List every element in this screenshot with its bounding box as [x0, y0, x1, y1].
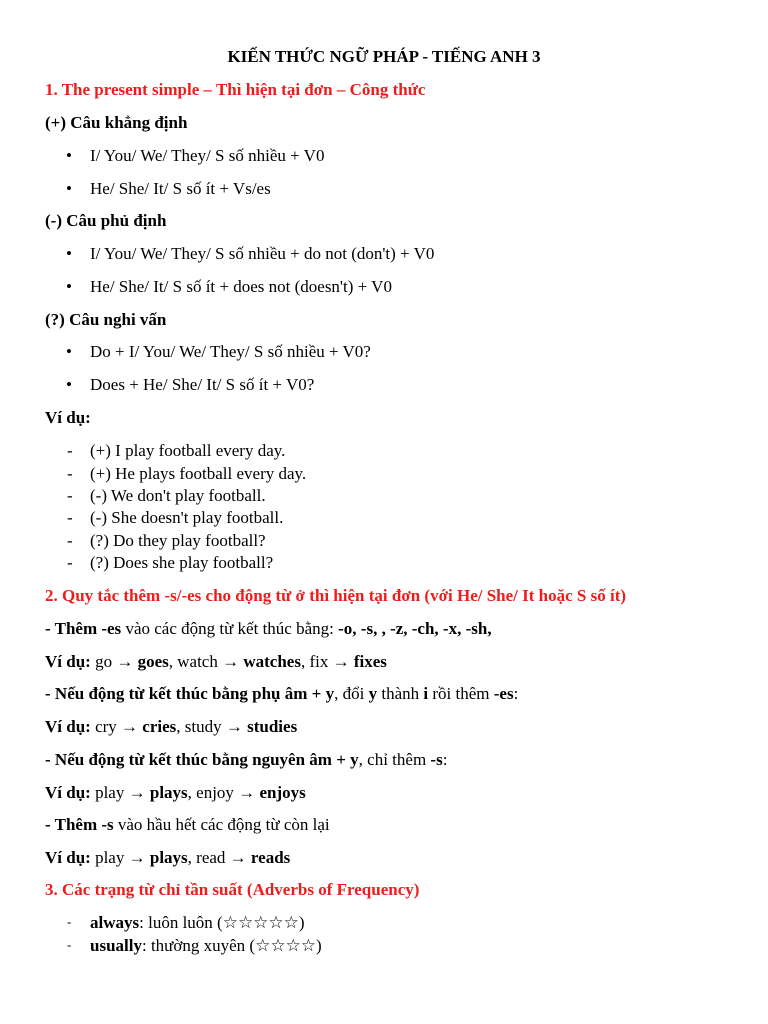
example-text: go → — [90, 652, 138, 671]
dash: - — [67, 464, 73, 483]
rule-2-text: rồi thêm — [428, 684, 494, 703]
negative-label: (-) Câu phủ định — [45, 211, 167, 230]
example-text: , fix → — [300, 652, 354, 671]
affirmative-item: I/ You/ We/ They/ S số nhiều + V0 — [90, 146, 325, 165]
example-text: , watch → — [168, 652, 244, 671]
example-item: (+) He plays football every day. — [90, 464, 307, 483]
example-label: Ví dụ: — [45, 717, 91, 736]
affirmative-item: He/ She/ It/ S số ít + Vs/es — [90, 179, 271, 198]
section-3-heading: 3. Các trạng từ chỉ tần suất (Adverbs of Frequency) — [45, 880, 420, 899]
example-text: cry → — [90, 717, 143, 736]
adverb-item — [90, 936, 322, 956]
affirmative-label: (+) Câu khẳng định — [45, 113, 188, 132]
section-1-heading: 1. The present simple – Thì hiện tại đơn – Công thức — [45, 80, 426, 99]
example-word: cries — [142, 717, 177, 736]
example-1 — [45, 652, 387, 672]
example-label: Ví dụ: — [45, 783, 91, 802]
bullet: • — [66, 342, 72, 361]
rule-2 — [45, 684, 518, 704]
example-word: goes — [137, 652, 169, 671]
dash: - — [67, 914, 72, 929]
example-word: watches — [243, 652, 301, 671]
question-item: Do + I/ You/ We/ They/ S số nhiều + V0? — [90, 342, 371, 361]
rule-4-bold: - Thêm -s — [45, 815, 114, 834]
rule-3-text: : — [442, 750, 448, 769]
example-text: , enjoy → — [187, 783, 260, 802]
rule-1-bold: - Thêm -es — [45, 619, 122, 638]
section-2-heading: 2. Quy tắc thêm -s/-es cho động từ ở thì hiện tại đơn (với He/ She/ It hoặc S số ít) — [45, 586, 627, 605]
rule-4-text: vào hầu hết các động từ còn lại — [113, 815, 330, 834]
rule-2-letter: i — [423, 684, 429, 703]
question-item: Does + He/ She/ It/ S số ít + V0? — [90, 375, 315, 394]
example-word: enjoys — [259, 783, 306, 802]
question-label: (?) Câu nghi vấn — [45, 310, 167, 329]
adverb-word: always — [90, 913, 140, 932]
example-4 — [45, 848, 290, 868]
rule-2-bold: - Nếu động từ kết thúc bằng phụ âm + y — [45, 684, 335, 703]
bullet: • — [66, 244, 72, 263]
bullet: • — [66, 277, 72, 296]
rule-2-text: , đổi — [334, 684, 369, 703]
bullet: • — [66, 179, 72, 198]
example-text: play → — [90, 783, 150, 802]
example-label: Ví dụ: — [45, 848, 91, 867]
dash: - — [67, 531, 73, 550]
example-label: Ví dụ: — [45, 652, 91, 671]
example-item: (-) She doesn't play football. — [90, 508, 284, 527]
rule-2-text: thành — [377, 684, 424, 703]
example-word: fixes — [353, 652, 387, 671]
rule-3 — [45, 750, 447, 770]
rule-3-suffix: -s — [430, 750, 443, 769]
page-title: KIẾN THỨC NGỮ PHÁP - TIẾNG ANH 3 — [227, 47, 541, 66]
example-item: (?) Do they play football? — [90, 531, 266, 550]
dash: - — [67, 553, 73, 572]
example-item: (+) I play football every day. — [90, 441, 286, 460]
example-word: plays — [149, 783, 188, 802]
negative-item: He/ She/ It/ S số ít + does not (doesn't) + V0 — [90, 277, 392, 296]
example-2 — [45, 717, 297, 737]
rule-3-text: , chỉ thêm — [358, 750, 431, 769]
adverb-word: usually — [90, 936, 142, 955]
dash: - — [67, 441, 73, 460]
example-text: , read → — [187, 848, 251, 867]
bullet: • — [66, 375, 72, 394]
dash: - — [67, 486, 73, 505]
dash: - — [67, 508, 73, 527]
rule-1-text: vào các động từ kết thúc bằng: — [121, 619, 339, 638]
example-word: studies — [247, 717, 298, 736]
bullet: • — [66, 146, 72, 165]
adverb-item — [90, 913, 305, 933]
example-word: reads — [250, 848, 291, 867]
rule-2-suffix: -es — [493, 684, 514, 703]
example-item: (-) We don't play football. — [90, 486, 266, 505]
rule-3-bold: - Nếu động từ kết thúc bằng nguyên âm + y — [45, 750, 359, 769]
example-3 — [45, 783, 306, 803]
dash: - — [67, 937, 72, 952]
rule-2-letter: y — [368, 684, 378, 703]
rule-1-endings: -o, -s, , -z, -ch, -x, -sh, — [338, 619, 492, 638]
rule-2-text: : — [513, 684, 519, 703]
adverb-meaning: : thường xuyên (☆☆☆☆) — [141, 936, 322, 955]
adverb-meaning: : luôn luôn (☆☆☆☆☆) — [139, 913, 305, 932]
example-item: (?) Does she play football? — [90, 553, 274, 572]
negative-item: I/ You/ We/ They/ S số nhiều + do not (don't) + V0 — [90, 244, 435, 263]
rule-4 — [45, 815, 330, 835]
example-word: plays — [149, 848, 188, 867]
examples-label: Ví dụ: — [45, 408, 91, 427]
example-text: play → — [90, 848, 150, 867]
example-text: , study → — [176, 717, 248, 736]
rule-1 — [45, 619, 492, 639]
